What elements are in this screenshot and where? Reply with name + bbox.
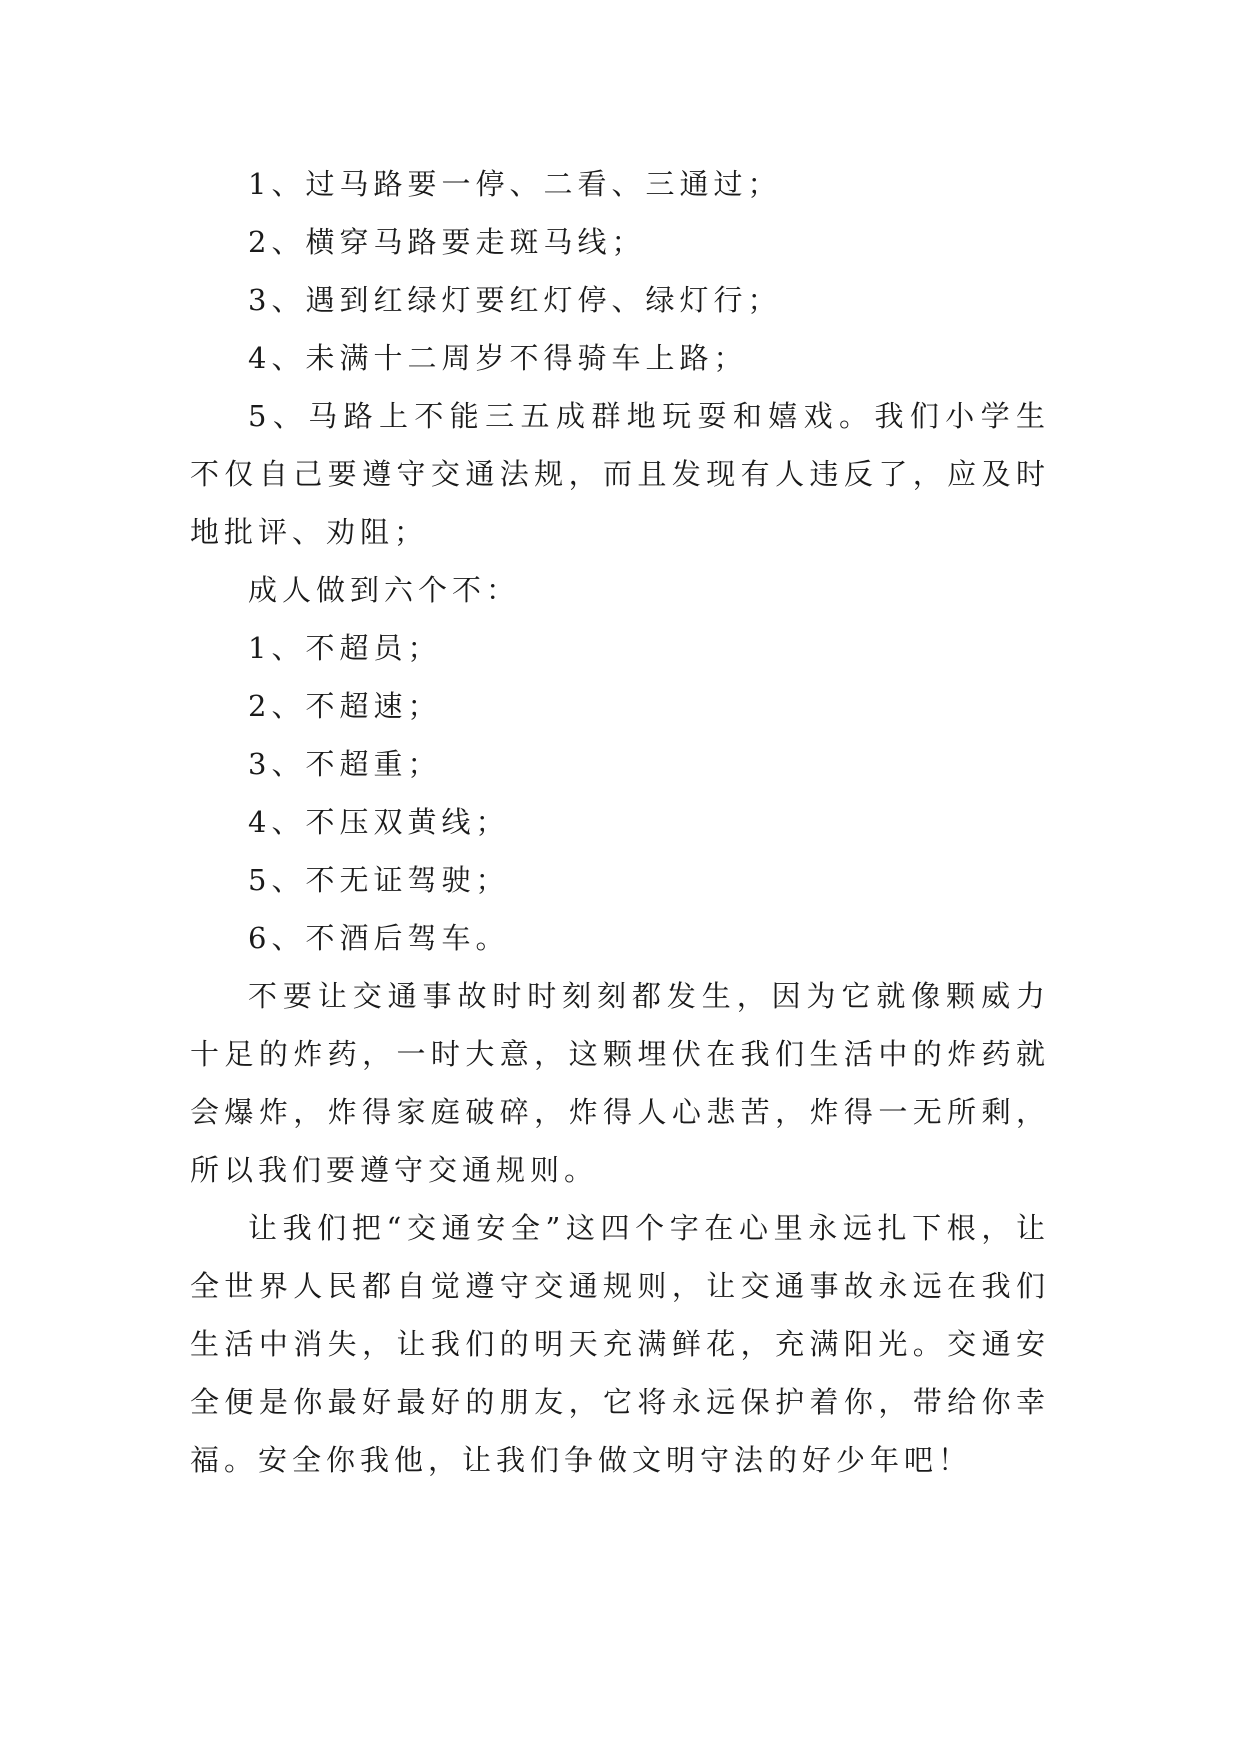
closing-paragraph: 让我们把“交通安全”这四个字在心里永远扎下根，让全世界人民都自觉遵守交通规则，让交通事故永远在我们生活中消失，让我们的明天充满鲜花，充满阳光。交通安全便是你最好最好的朋友，它将永远保护着你，带给你幸福。安全你我他，让我们争做文明守法的好少年吧！ [190, 1211, 1050, 1477]
adult-rule-5: 5、不无证驾驶； [248, 863, 510, 897]
rule-3-paragraph: 3、遇到红绿灯要红灯停、绿灯行； [248, 283, 782, 317]
rule-2-paragraph: 2、横穿马路要走斑马线； [248, 225, 646, 259]
rule-4-paragraph: 4、未满十二周岁不得骑车上路； [248, 341, 748, 375]
adult-rule-1: 1、不超员； [248, 631, 442, 665]
adult-rule-2: 2、不超速； [248, 689, 442, 723]
adult-rule-6: 6、不酒后驾车。 [248, 921, 510, 955]
adult-rules-heading: 成人做到六个不： [248, 573, 521, 607]
adult-rule-4: 4、不压双黄线； [248, 805, 510, 839]
adult-rule-3: 3、不超重； [248, 747, 442, 781]
document-body [190, 155, 1050, 1489]
rule-5-paragraph: 5、马路上不能三五成群地玩耍和嬉戏。我们小学生不仅自己要遵守交通法规，而且发现有人违反了，应及时地批评、劝阻； [190, 399, 1050, 549]
accident-paragraph: 不要让交通事故时时刻刻都发生，因为它就像颗威力十足的炸药，一时大意，这颗埋伏在我们生活中的炸药就会爆炸，炸得家庭破碎，炸得人心悲苦，炸得一无所剩，所以我们要遵守交通规则。 [190, 979, 1050, 1187]
rule-1-paragraph: 1、过马路要一停、二看、三通过； [248, 167, 782, 201]
